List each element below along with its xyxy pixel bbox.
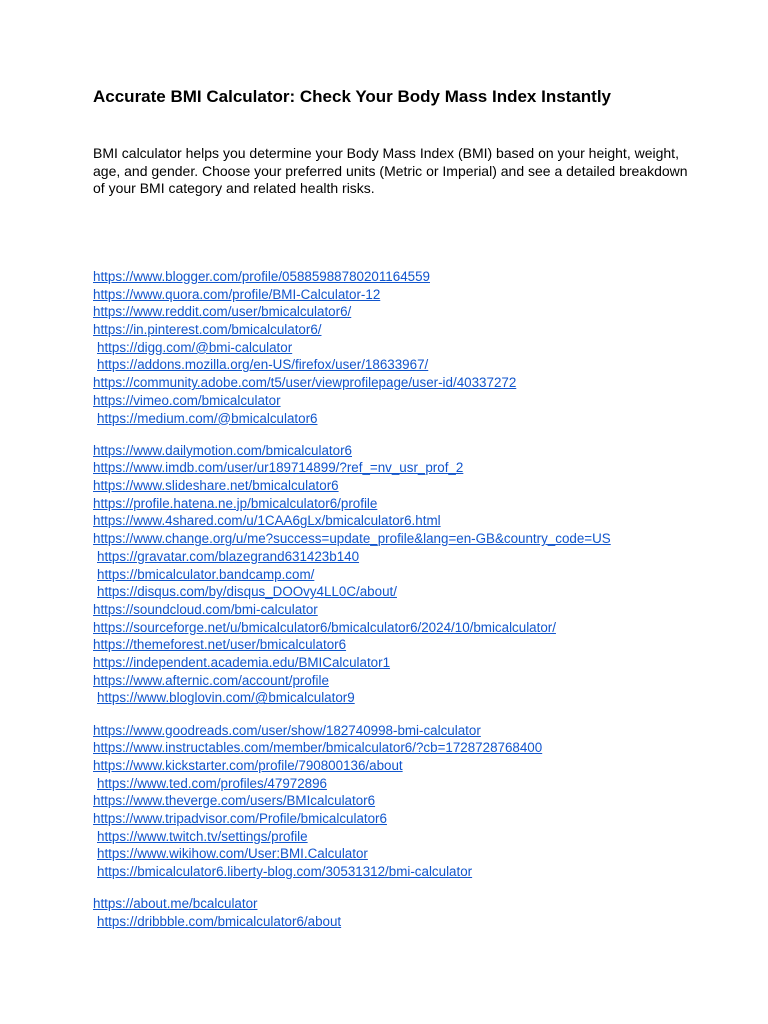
profile-link[interactable]: https://community.adobe.com/t5/user/viewprofilepage/user-id/40337272 — [93, 375, 517, 391]
profile-link[interactable]: https://www.quora.com/profile/BMI-Calculator-12 — [93, 286, 381, 302]
profile-link[interactable]: https://www.dailymotion.com/bmicalculator6 — [93, 442, 352, 458]
profile-link[interactable]: https://www.theverge.com/users/BMIcalculator6 — [93, 793, 376, 809]
profile-link[interactable]: https://profile.hatena.ne.jp/bmicalculator6/profile — [93, 495, 378, 511]
link-line — [93, 757, 733, 775]
profile-link[interactable]: https://www.kickstarter.com/profile/790800136/about — [93, 757, 403, 773]
profile-link[interactable]: https://themeforest.net/user/bmicalculator6 — [93, 637, 347, 653]
profile-link[interactable]: https://www.bloglovin.com/@bmicalculator9 — [97, 690, 355, 706]
link-line — [93, 286, 733, 304]
profile-link[interactable]: https://dribbble.com/bmicalculator6/about — [97, 913, 342, 929]
link-line — [93, 601, 733, 619]
link-line — [93, 356, 733, 374]
link-list — [93, 268, 733, 945]
profile-link[interactable]: https://www.4shared.com/u/1CAA6gLx/bmicalculator6.html — [93, 513, 441, 529]
link-line — [93, 566, 733, 584]
link-group — [93, 722, 733, 881]
profile-link[interactable]: https://bmicalculator.bandcamp.com/ — [97, 566, 315, 582]
link-line — [93, 321, 733, 339]
link-line — [93, 339, 733, 357]
link-group — [93, 442, 733, 707]
link-line — [93, 374, 733, 392]
link-line — [93, 619, 733, 637]
profile-link[interactable]: https://www.ted.com/profiles/47972896 — [97, 775, 328, 791]
profile-link[interactable]: https://gravatar.com/blazegrand631423b140 — [97, 548, 360, 564]
intro-paragraph: BMI calculator helps you determine your Body Mass Index (BMI) based on your height, weight, age, and gender. Choose your preferred units (Metric or Imperial) and see a detailed breakdown of your BMI category and related health risks. — [93, 145, 688, 197]
link-line — [93, 895, 733, 913]
link-line — [93, 654, 733, 672]
link-line — [93, 792, 733, 810]
link-line — [93, 828, 733, 846]
link-line — [93, 459, 733, 477]
profile-link[interactable]: https://medium.com/@bmicalculator6 — [97, 410, 318, 426]
profile-link[interactable]: https://www.imdb.com/user/ur189714899/?ref_=nv_usr_prof_2 — [93, 460, 464, 476]
profile-link[interactable]: https://www.change.org/u/me?success=update_profile&lang=en-GB&country_code=US — [93, 531, 611, 547]
link-line — [93, 863, 733, 881]
link-line — [93, 775, 733, 793]
link-line — [93, 583, 733, 601]
profile-link[interactable]: https://www.wikihow.com/User:BMI.Calculator — [97, 846, 368, 862]
link-line — [93, 548, 733, 566]
link-line — [93, 722, 733, 740]
link-line — [93, 410, 733, 428]
profile-link[interactable]: https://about.me/bcalculator — [93, 896, 258, 912]
link-group — [93, 268, 733, 427]
link-line — [93, 442, 733, 460]
profile-link[interactable]: https://in.pinterest.com/bmicalculator6/ — [93, 322, 322, 338]
profile-link[interactable]: https://www.twitch.tv/settings/profile — [97, 828, 308, 844]
link-line — [93, 672, 733, 690]
link-line — [93, 392, 733, 410]
link-line — [93, 477, 733, 495]
link-line — [93, 913, 733, 931]
profile-link[interactable]: https://www.slideshare.net/bmicalculator6 — [93, 478, 339, 494]
link-line — [93, 636, 733, 654]
profile-link[interactable]: https://www.blogger.com/profile/05885988780201164559 — [93, 269, 430, 284]
profile-link[interactable]: https://bmicalculator6.liberty-blog.com/30531312/bmi-calculator — [97, 864, 473, 879]
profile-link[interactable]: https://www.goodreads.com/user/show/182740998-bmi-calculator — [93, 722, 481, 738]
profile-link[interactable]: https://soundcloud.com/bmi-calculator — [93, 601, 318, 617]
link-group — [93, 895, 733, 930]
link-line — [93, 495, 733, 513]
profile-link[interactable]: https://www.tripadvisor.com/Profile/bmicalculator6 — [93, 810, 387, 826]
link-line — [93, 303, 733, 321]
profile-link[interactable]: https://www.reddit.com/user/bmicalculator6/ — [93, 304, 352, 320]
link-line — [93, 512, 733, 530]
profile-link[interactable]: https://addons.mozilla.org/en-US/firefox/user/18633967/ — [97, 357, 429, 373]
link-line — [93, 268, 733, 286]
profile-link[interactable]: https://disqus.com/by/disqus_DOOvy4LL0C/about/ — [97, 584, 397, 600]
profile-link[interactable]: https://www.instructables.com/member/bmicalculator6/?cb=1728728768400 — [93, 740, 543, 756]
profile-link[interactable]: https://sourceforge.net/u/bmicalculator6/bmicalculator6/2024/10/bmicalculator/ — [93, 619, 556, 635]
profile-link[interactable]: https://www.afternic.com/account/profile — [93, 672, 329, 688]
profile-link[interactable]: https://digg.com/@bmi-calculator — [97, 339, 293, 355]
link-line — [93, 689, 733, 707]
link-line — [93, 530, 733, 548]
link-line — [93, 845, 733, 863]
link-line — [93, 739, 733, 757]
profile-link[interactable]: https://independent.academia.edu/BMICalculator1 — [93, 654, 391, 670]
page-title: Accurate BMI Calculator: Check Your Body Mass Index Instantly — [93, 87, 612, 106]
link-line — [93, 810, 733, 828]
profile-link[interactable]: https://vimeo.com/bmicalculator — [93, 392, 281, 408]
